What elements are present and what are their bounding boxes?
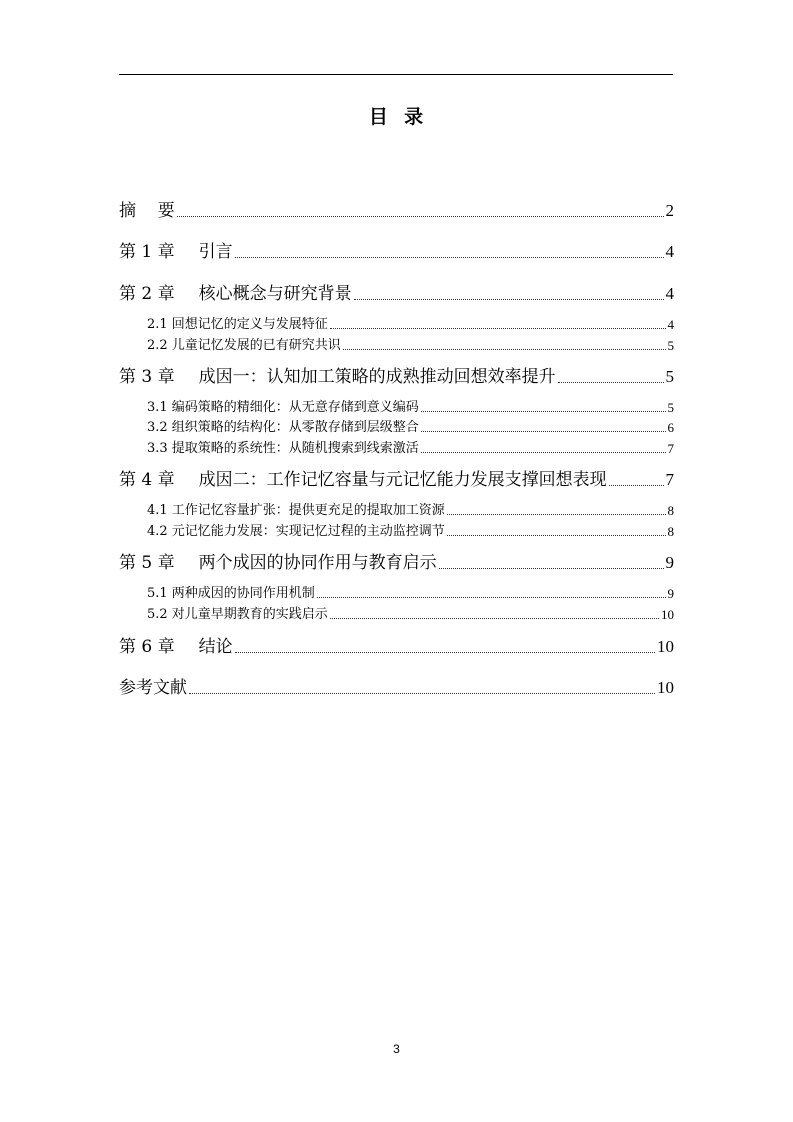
toc-entry-label: 2.2 儿童记忆发展的已有研究共识: [147, 338, 341, 353]
toc-entry-chapter-3[interactable]: [119, 365, 674, 389]
toc-page-number: 8: [667, 524, 674, 539]
toc-entry-label: 3.1 编码策略的精细化：从无意存储到意义编码: [147, 400, 419, 415]
dot-leader: [421, 452, 666, 453]
toc-entry-label: 4.2 元记忆能力发展：实现记忆过程的主动监控调节: [147, 524, 445, 539]
toc-entry-label: 2.1 回想记忆的定义与发展特征: [147, 317, 328, 332]
toc-entry-section-3-1[interactable]: [147, 398, 674, 417]
toc-page-number: 9: [667, 586, 674, 601]
toc-entry-chapter-6[interactable]: [119, 635, 674, 659]
chapter-title: 结论: [198, 637, 233, 657]
toc-entry-chapter-5[interactable]: [119, 551, 674, 575]
toc-entry-label: 摘 要: [119, 201, 175, 221]
toc-page-number: 5: [667, 338, 674, 353]
chapter-title: 两个成因的协同作用与教育启示: [198, 553, 437, 573]
toc-entry-label: 5.1 两种成因的协同作用机制: [147, 586, 315, 601]
dot-leader: [447, 514, 666, 515]
toc-page-number: 6: [667, 420, 674, 435]
toc-entry-section-5-1[interactable]: [147, 584, 674, 603]
toc-entry-chapter-1[interactable]: [119, 240, 674, 264]
dot-leader: [421, 411, 666, 412]
toc-page-number: 7: [665, 470, 674, 489]
dot-leader: [235, 652, 655, 653]
dot-leader: [317, 597, 666, 598]
dot-leader: [354, 299, 664, 300]
dot-leader: [609, 485, 664, 486]
toc-page-number: 4: [667, 317, 674, 332]
toc-page-number: 8: [667, 503, 674, 518]
toc-page-number: 5: [665, 367, 674, 386]
dot-leader: [447, 535, 666, 536]
toc-page-number: 7: [667, 441, 674, 456]
chapter-title: 核心概念与研究背景: [198, 284, 352, 304]
toc-entry-chapter-2[interactable]: [119, 282, 674, 306]
toc-entry-section-2-1[interactable]: [147, 315, 674, 334]
toc-page-number: 4: [665, 242, 674, 261]
toc-page-number: 5: [667, 400, 674, 415]
dot-leader: [177, 216, 664, 217]
toc-entry-section-3-3[interactable]: [147, 439, 674, 458]
page-title: 目 录: [368, 106, 425, 128]
toc-page-number: 2: [665, 201, 674, 220]
dot-leader: [330, 328, 666, 329]
toc-entry-label: 4.1 工作记忆容量扩张：提供更充足的提取加工资源: [147, 503, 445, 518]
toc-entry-section-2-2[interactable]: [147, 336, 674, 355]
toc-page-number: 10: [657, 678, 674, 697]
page-number: 3: [393, 1042, 400, 1056]
chapter-number: 第 6 章: [119, 637, 175, 657]
toc-entry-section-3-2[interactable]: [147, 418, 674, 437]
toc-entry-references[interactable]: [119, 676, 674, 700]
chapter-number: 第 1 章: [119, 242, 175, 262]
chapter-number: 第 4 章: [119, 470, 175, 490]
toc-page-number: 4: [665, 284, 674, 303]
toc-entry-section-5-2[interactable]: [147, 605, 674, 624]
toc-entry-label: 参考文献: [119, 678, 187, 698]
toc-entry-section-4-1[interactable]: [147, 501, 674, 520]
toc-entry-abstract[interactable]: [119, 199, 674, 223]
dot-leader: [235, 257, 664, 258]
chapter-title: 成因二：工作记忆容量与元记忆能力发展支撑回想表现: [198, 470, 607, 490]
toc-page-number: 10: [661, 607, 674, 622]
toc-entry-label: 3.3 提取策略的系统性：从随机搜索到线索激活: [147, 441, 419, 456]
chapter-number: 第 3 章: [119, 367, 175, 387]
chapter-title: 引言: [198, 242, 233, 262]
toc-page-number: 9: [665, 553, 674, 572]
dot-leader: [558, 382, 664, 383]
toc-entry-label: 5.2 对儿童早期教育的实践启示: [147, 607, 328, 622]
toc-entry-label: 3.2 组织策略的结构化：从零散存储到层级整合: [147, 420, 419, 435]
toc-entry-section-4-2[interactable]: [147, 522, 674, 541]
chapter-title: 成因一：认知加工策略的成熟推动回想效率提升: [198, 367, 556, 387]
dot-leader: [421, 431, 666, 432]
dot-leader: [343, 349, 666, 350]
dot-leader: [439, 568, 664, 569]
toc-page-number: 10: [657, 637, 674, 656]
chapter-number: 第 5 章: [119, 553, 175, 573]
dot-leader: [189, 693, 655, 694]
dot-leader: [330, 618, 659, 619]
chapter-number: 第 2 章: [119, 284, 175, 304]
toc-entry-chapter-4[interactable]: [119, 468, 674, 492]
table-of-contents: [119, 0, 674, 1122]
